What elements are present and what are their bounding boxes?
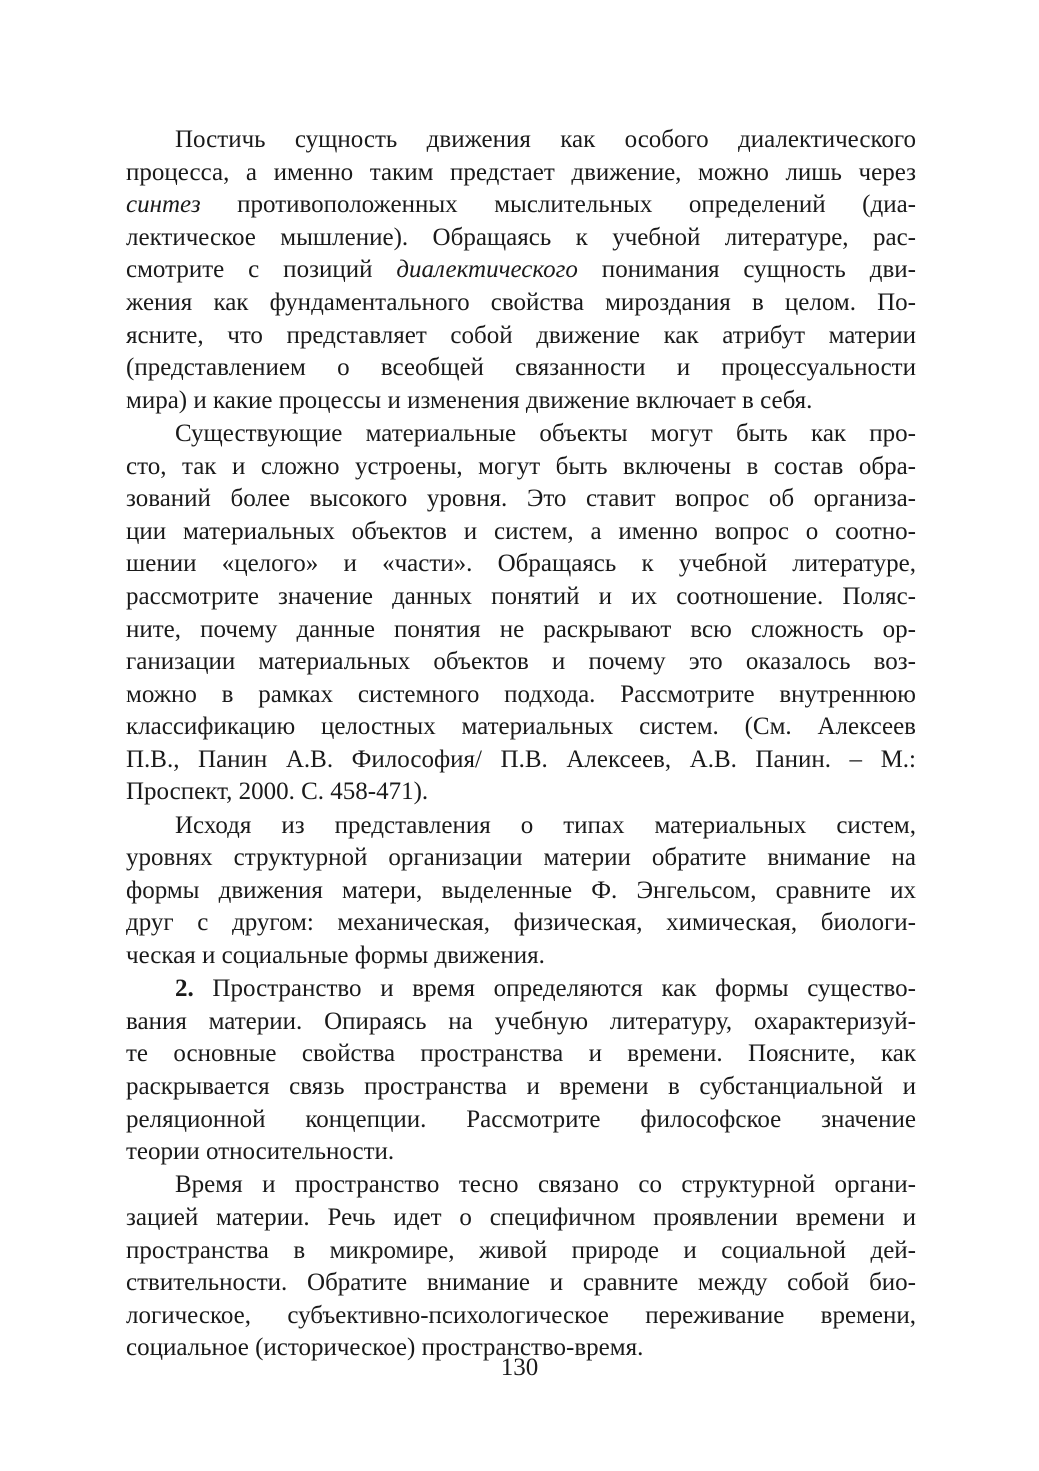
text-line	[126, 1202, 916, 1235]
text-segment: можно в рамках системного подхода. Рассмотрите внутреннюю	[126, 680, 916, 708]
text-segment: шении «целого» и «части». Обращаясь к учебной литературе,	[126, 550, 916, 578]
text-segment: ствительности. Обратите внимание и сравните между собой био-	[126, 1269, 916, 1297]
text-segment: социальное (историческое) пространство-время.	[126, 1334, 644, 1362]
text-line	[126, 1038, 916, 1071]
text-segment: вания материи. Опираясь на учебную литературу, охарактеризуй-	[126, 1007, 916, 1035]
text-line	[126, 776, 916, 809]
text-line	[126, 385, 916, 418]
text-segment: процесса, а именно таким предстает движение, можно лишь через	[126, 158, 916, 186]
text-segment: сто, так и сложно устроены, могут быть включены в состав обра-	[126, 452, 916, 480]
text-segment: ните, почему данные понятия не раскрывают всю сложность ор-	[126, 615, 916, 643]
text-line	[126, 1235, 916, 1268]
text-segment: понимания сущность дви-	[577, 256, 916, 284]
text-line	[126, 222, 916, 255]
text-line	[126, 875, 916, 908]
text-segment: зований более высокого уровня. Это ставит вопрос об организа-	[126, 485, 916, 513]
text-line	[126, 1006, 916, 1039]
italic-text: синтез	[126, 191, 201, 219]
text-line	[126, 1104, 916, 1137]
text-segment: ясните, что представляет собой движение как атрибут материи	[126, 321, 916, 349]
text-segment: друг с другом: механическая, физическая, химическая, биологи-	[126, 909, 916, 937]
text-segment: классификацию целостных материальных систем. (См. Алексеев	[126, 713, 916, 741]
paragraph	[126, 973, 916, 1169]
paragraph	[126, 810, 916, 973]
paragraph	[126, 124, 916, 417]
text-segment: пространства в микромире, живой природе и социальной дей-	[126, 1236, 916, 1264]
text-line	[126, 973, 916, 1006]
text-segment: Существующие материальные объекты могут быть как про-	[175, 419, 916, 447]
text-segment: раскрывается связь пространства и времени в субстанциальной и	[126, 1073, 916, 1100]
text-segment: смотрите с позиций	[126, 256, 397, 284]
text-line	[126, 744, 916, 777]
text-line	[126, 157, 916, 190]
text-line	[126, 1071, 916, 1104]
text-line	[126, 1267, 916, 1300]
text-segment: логическое, субъективно-психологическое переживание времени,	[126, 1301, 916, 1329]
text-line	[126, 320, 916, 353]
text-line	[126, 254, 916, 287]
text-segment: мира) и какие процессы и изменения движение включает в себя.	[126, 386, 813, 414]
text-segment: те основные свойства пространства и времени. Поясните, как	[126, 1040, 916, 1068]
text-line	[126, 940, 916, 973]
paragraph	[126, 418, 916, 809]
text-line	[126, 679, 916, 712]
italic-text: диалектического	[396, 256, 578, 284]
text-segment: Исходя из представления о типах материальных систем,	[175, 811, 916, 839]
text-segment: зацией материи. Речь идет о специфичном проявлении времени и	[126, 1203, 916, 1231]
text-line	[126, 842, 916, 875]
text-segment: лектическое мышление). Обращаясь к учебной литературе, рас-	[126, 223, 916, 251]
text-line	[126, 810, 916, 843]
text-line	[126, 548, 916, 581]
text-segment: противоположенных мыслительных определений (диа-	[200, 191, 916, 219]
text-segment: реляционной концепции. Рассмотрите философское значение	[126, 1105, 916, 1133]
text-line	[126, 352, 916, 385]
text-line	[126, 1169, 916, 1202]
text-segment: теории относительности.	[126, 1138, 395, 1166]
text-line	[126, 614, 916, 647]
text-segment: (представлением о всеобщей связанности и процессуальности	[126, 354, 916, 382]
text-line	[126, 418, 916, 451]
text-segment: ции материальных объектов и систем, а именно вопрос о соотно-	[126, 517, 916, 545]
text-line	[126, 287, 916, 320]
text-segment: Пространство и время определяются как формы существо-	[193, 975, 916, 1003]
text-segment: Время и пространство тесно связано со структурной органи-	[175, 1171, 916, 1199]
text-segment: уровнях структурной организации материи обратите внимание на	[126, 844, 916, 872]
text-line	[126, 1300, 916, 1333]
text-line	[126, 711, 916, 744]
page-number: 130	[500, 1354, 539, 1381]
text-line	[126, 483, 916, 516]
text-line	[126, 1136, 916, 1169]
text-line	[126, 516, 916, 549]
page-body	[126, 124, 916, 1365]
text-line	[126, 907, 916, 940]
text-line	[126, 646, 916, 679]
text-segment: Постичь сущность движения как особого диалектического	[175, 126, 916, 153]
text-segment: рассмотрите значение данных понятий и их соотношение. Поляс-	[126, 582, 916, 610]
text-line	[126, 581, 916, 614]
paragraph	[126, 1169, 916, 1365]
text-segment: П.В., Панин А.В. Философия/ П.В. Алексеев, А.В. Панин. – М.:	[126, 745, 916, 773]
text-line	[126, 124, 916, 157]
text-line	[126, 189, 916, 222]
text-segment: формы движения матери, выделенные Ф. Энгельсом, сравните их	[126, 876, 916, 904]
bold-text: 2.	[175, 975, 194, 1003]
text-segment: ческая и социальные формы движения.	[126, 942, 545, 970]
text-segment: Проспект, 2000. С. 458-471).	[126, 778, 429, 806]
text-segment: ганизации материальных объектов и почему это оказалось воз-	[126, 648, 916, 676]
text-line	[126, 451, 916, 484]
text-segment: жения как фундаментального свойства мироздания в целом. По-	[126, 288, 916, 316]
